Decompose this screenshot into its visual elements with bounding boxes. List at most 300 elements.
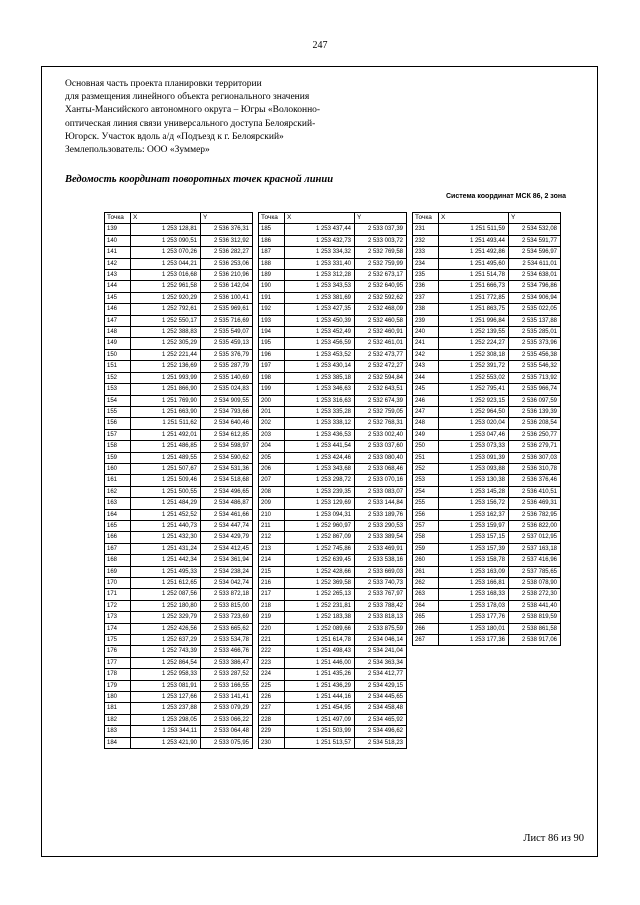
y-cell: 2 534 241,04 (355, 646, 407, 657)
table-row (105, 384, 253, 395)
y-cell: 2 533 669,03 (355, 566, 407, 577)
point-cell: 264 (413, 600, 439, 611)
table-row (259, 520, 407, 531)
table-row (413, 304, 561, 315)
y-cell: 2 535 546,32 (509, 361, 561, 372)
point-cell: 247 (413, 406, 439, 417)
point-cell: 223 (259, 657, 285, 668)
coordinates-table-2 (258, 212, 407, 749)
x-cell: 1 251 511,59 (439, 224, 509, 235)
x-cell: 1 253 298,72 (285, 475, 355, 486)
point-cell: 187 (259, 247, 285, 258)
point-cell: 224 (259, 669, 285, 680)
x-cell: 1 252 139,55 (439, 327, 509, 338)
x-cell: 1 251 497,09 (285, 714, 355, 725)
table-row (413, 384, 561, 395)
y-cell: 2 534 906,94 (509, 292, 561, 303)
point-cell: 199 (259, 384, 285, 395)
y-cell: 2 534 793,66 (201, 406, 253, 417)
y-cell: 2 537 785,65 (509, 566, 561, 577)
x-cell: 1 253 338,12 (285, 418, 355, 429)
point-cell: 201 (259, 406, 285, 417)
y-cell: 2 535 713,92 (509, 372, 561, 383)
x-cell: 1 253 424,46 (285, 452, 355, 463)
table-row (105, 258, 253, 269)
x-cell: 1 252 089,66 (285, 623, 355, 634)
y-cell: 2 534 461,66 (201, 509, 253, 520)
x-cell: 1 252 369,58 (285, 578, 355, 589)
x-cell: 1 251 440,73 (131, 520, 201, 531)
point-cell: 244 (413, 372, 439, 383)
y-cell: 2 533 064,48 (201, 726, 253, 737)
x-cell: 1 253 044,21 (131, 258, 201, 269)
table-row (259, 349, 407, 360)
y-cell: 2 532 674,39 (355, 395, 407, 406)
point-cell: 251 (413, 452, 439, 463)
y-cell: 2 536 822,00 (509, 520, 561, 531)
point-cell: 149 (105, 338, 131, 349)
point-cell: 207 (259, 475, 285, 486)
y-cell: 2 535 285,01 (509, 327, 561, 338)
x-cell: 1 252 792,61 (131, 304, 201, 315)
x-cell: 1 253 128,81 (131, 224, 201, 235)
point-cell: 159 (105, 452, 131, 463)
x-cell: 1 253 453,52 (285, 349, 355, 360)
header-line: Основная часть проекта планировки территории (65, 79, 262, 89)
table-row (413, 247, 561, 258)
table-row (105, 543, 253, 554)
x-cell: 1 252 426,56 (131, 623, 201, 634)
header-line: оптическая линия связи универсального доступа Белоярский- (65, 118, 316, 129)
point-cell: 220 (259, 623, 285, 634)
table-row (259, 406, 407, 417)
point-cell: 200 (259, 395, 285, 406)
x-cell: 1 253 127,66 (131, 692, 201, 703)
point-cell: 156 (105, 418, 131, 429)
x-cell: 1 251 503,99 (285, 726, 355, 737)
y-cell: 2 534 532,08 (509, 224, 561, 235)
y-cell: 2 535 966,74 (509, 384, 561, 395)
y-cell: 2 533 389,54 (355, 532, 407, 543)
y-cell: 2 536 253,06 (201, 258, 253, 269)
x-cell: 1 252 391,72 (439, 361, 509, 372)
point-cell: 254 (413, 486, 439, 497)
table-row (105, 532, 253, 543)
x-cell: 1 251 435,26 (285, 669, 355, 680)
point-cell: 143 (105, 270, 131, 281)
x-cell: 1 251 996,84 (439, 315, 509, 326)
table-row (413, 441, 561, 452)
y-cell: 2 534 638,01 (509, 270, 561, 281)
y-cell: 2 535 022,05 (509, 304, 561, 315)
y-cell: 2 536 210,96 (201, 270, 253, 281)
point-cell: 243 (413, 361, 439, 372)
point-cell: 162 (105, 486, 131, 497)
x-cell: 1 251 495,33 (131, 566, 201, 577)
point-cell: 211 (259, 520, 285, 531)
table-row (413, 395, 561, 406)
table-row (259, 224, 407, 235)
point-cell: 242 (413, 349, 439, 360)
y-cell: 2 533 166,55 (201, 680, 253, 691)
x-cell: 1 253 436,53 (285, 429, 355, 440)
table-row (105, 669, 253, 680)
point-cell: 191 (259, 292, 285, 303)
point-cell: 188 (259, 258, 285, 269)
table-row (259, 646, 407, 657)
x-cell: 1 253 073,33 (439, 441, 509, 452)
x-cell: 1 253 020,04 (439, 418, 509, 429)
point-cell: 238 (413, 304, 439, 315)
x-cell: 1 251 866,90 (131, 384, 201, 395)
y-cell: 2 534 590,62 (201, 452, 253, 463)
table-row (413, 258, 561, 269)
point-cell: 203 (259, 429, 285, 440)
header-line: Югорск. Участок вдоль а/д «Подъезд к г. Белоярский» (65, 131, 284, 142)
x-cell: 1 252 867,09 (285, 532, 355, 543)
x-cell: 1 251 772,85 (439, 292, 509, 303)
y-cell: 2 538 917,06 (509, 635, 561, 646)
y-cell: 2 534 465,92 (355, 714, 407, 725)
y-column-header: Y (201, 213, 253, 224)
table-row (105, 349, 253, 360)
x-cell: 1 251 492,01 (131, 429, 201, 440)
x-cell: 1 253 430,14 (285, 361, 355, 372)
point-cell: 140 (105, 235, 131, 246)
coordinates-table-1 (104, 212, 253, 749)
x-cell: 1 253 452,49 (285, 327, 355, 338)
y-cell: 2 536 307,03 (509, 452, 561, 463)
y-cell: 2 533 534,78 (201, 635, 253, 646)
table-row (259, 338, 407, 349)
document-title: Ведомость координат поворотных точек красной линии (65, 174, 334, 185)
x-cell: 1 252 231,81 (285, 600, 355, 611)
x-cell: 1 253 081,91 (131, 680, 201, 691)
y-cell: 2 532 460,58 (355, 315, 407, 326)
x-cell: 1 253 331,40 (285, 258, 355, 269)
point-cell: 213 (259, 543, 285, 554)
table-row (259, 429, 407, 440)
y-cell: 2 533 070,16 (355, 475, 407, 486)
table-row (413, 361, 561, 372)
x-cell: 1 251 663,90 (131, 406, 201, 417)
point-cell: 252 (413, 463, 439, 474)
table-row (413, 475, 561, 486)
x-cell: 1 253 298,05 (131, 714, 201, 725)
y-cell: 2 536 376,46 (509, 475, 561, 486)
y-cell: 2 533 287,52 (201, 669, 253, 680)
y-cell: 2 534 361,94 (201, 555, 253, 566)
point-cell: 186 (259, 235, 285, 246)
x-cell: 1 252 639,45 (285, 555, 355, 566)
y-cell: 2 533 469,91 (355, 543, 407, 554)
table-row (105, 589, 253, 600)
x-cell: 1 253 456,59 (285, 338, 355, 349)
point-cell: 259 (413, 543, 439, 554)
table-row (413, 463, 561, 474)
x-cell: 1 251 614,78 (285, 635, 355, 646)
y-cell: 2 532 640,95 (355, 281, 407, 292)
point-cell: 172 (105, 600, 131, 611)
y-cell: 2 538 819,59 (509, 612, 561, 623)
y-cell: 2 532 592,62 (355, 292, 407, 303)
x-cell: 1 253 145,28 (439, 486, 509, 497)
y-cell: 2 536 469,31 (509, 498, 561, 509)
x-cell: 1 251 492,86 (439, 247, 509, 258)
point-cell: 245 (413, 384, 439, 395)
x-cell: 1 253 450,39 (285, 315, 355, 326)
x-cell: 1 253 312,28 (285, 270, 355, 281)
table-row (413, 543, 561, 554)
table-row (259, 258, 407, 269)
y-cell: 2 533 083,07 (355, 486, 407, 497)
x-cell: 1 253 157,15 (439, 532, 509, 543)
y-cell: 2 534 496,65 (201, 486, 253, 497)
table-row (259, 270, 407, 281)
point-column-header: Точка (413, 213, 439, 224)
x-cell: 1 253 091,39 (439, 452, 509, 463)
x-cell: 1 252 087,56 (131, 589, 201, 600)
y-cell: 2 536 410,51 (509, 486, 561, 497)
point-cell: 178 (105, 669, 131, 680)
point-cell: 185 (259, 224, 285, 235)
point-cell: 214 (259, 555, 285, 566)
y-cell: 2 532 643,51 (355, 384, 407, 395)
y-cell: 2 534 046,14 (355, 635, 407, 646)
table-row (413, 509, 561, 520)
x-cell: 1 253 157,39 (439, 543, 509, 554)
x-cell: 1 253 432,73 (285, 235, 355, 246)
x-cell: 1 252 221,44 (131, 349, 201, 360)
point-cell: 152 (105, 372, 131, 383)
point-cell: 146 (105, 304, 131, 315)
table-row (259, 361, 407, 372)
table-row (259, 315, 407, 326)
table-row (105, 418, 253, 429)
y-cell: 2 533 723,69 (201, 612, 253, 623)
y-cell: 2 534 640,46 (201, 418, 253, 429)
table-row (259, 589, 407, 600)
y-cell: 2 534 591,77 (509, 235, 561, 246)
point-cell: 262 (413, 578, 439, 589)
x-cell: 1 253 177,76 (439, 612, 509, 623)
point-cell: 248 (413, 418, 439, 429)
table-row (105, 566, 253, 577)
y-cell: 2 532 461,01 (355, 338, 407, 349)
y-cell: 2 533 080,40 (355, 452, 407, 463)
point-cell: 212 (259, 532, 285, 543)
point-cell: 227 (259, 703, 285, 714)
point-cell: 168 (105, 555, 131, 566)
table-header-row (259, 213, 407, 224)
y-cell: 2 538 861,58 (509, 623, 561, 634)
y-cell: 2 534 445,65 (355, 692, 407, 703)
point-cell: 234 (413, 258, 439, 269)
point-cell: 160 (105, 463, 131, 474)
point-cell: 158 (105, 441, 131, 452)
table-row (105, 520, 253, 531)
table-row (413, 635, 561, 646)
y-cell: 2 535 373,96 (509, 338, 561, 349)
coordinates-table-3 (412, 212, 561, 646)
point-cell: 197 (259, 361, 285, 372)
point-cell: 166 (105, 532, 131, 543)
x-cell: 1 253 441,54 (285, 441, 355, 452)
table-row (259, 384, 407, 395)
y-cell: 2 533 037,39 (355, 224, 407, 235)
point-cell: 148 (105, 327, 131, 338)
point-cell: 233 (413, 247, 439, 258)
table-row (259, 692, 407, 703)
y-cell: 2 535 969,61 (201, 304, 253, 315)
point-cell: 206 (259, 463, 285, 474)
header-line: Землепользователь: ООО «Зуммер» (65, 145, 210, 156)
x-cell: 1 251 446,00 (285, 657, 355, 668)
y-cell: 2 533 740,73 (355, 578, 407, 589)
y-cell: 2 535 456,38 (509, 349, 561, 360)
table-row (105, 281, 253, 292)
y-cell: 2 536 208,54 (509, 418, 561, 429)
point-cell: 249 (413, 429, 439, 440)
y-cell: 2 533 290,53 (355, 520, 407, 531)
table-row (105, 429, 253, 440)
x-cell: 1 251 452,52 (131, 509, 201, 520)
y-cell: 2 532 460,91 (355, 327, 407, 338)
y-cell: 2 533 002,40 (355, 429, 407, 440)
point-cell: 267 (413, 635, 439, 646)
x-cell: 1 251 432,30 (131, 532, 201, 543)
y-cell: 2 536 100,41 (201, 292, 253, 303)
point-cell: 196 (259, 349, 285, 360)
table-row (259, 395, 407, 406)
point-cell: 241 (413, 338, 439, 349)
table-row (259, 612, 407, 623)
x-cell: 1 253 177,36 (439, 635, 509, 646)
document-header (65, 78, 385, 157)
x-cell: 1 253 385,18 (285, 372, 355, 383)
y-cell: 2 535 376,79 (201, 349, 253, 360)
table-row (259, 543, 407, 554)
y-cell: 2 535 459,13 (201, 338, 253, 349)
x-cell: 1 253 334,32 (285, 247, 355, 258)
table-row (105, 247, 253, 258)
x-cell: 1 253 070,26 (131, 247, 201, 258)
table-row (259, 635, 407, 646)
x-cell: 1 253 168,33 (439, 589, 509, 600)
point-cell: 209 (259, 498, 285, 509)
table-row (259, 235, 407, 246)
y-cell: 2 533 466,76 (201, 646, 253, 657)
y-cell: 2 534 042,74 (201, 578, 253, 589)
table-row (259, 463, 407, 474)
y-cell: 2 538 272,30 (509, 589, 561, 600)
y-cell: 2 532 768,31 (355, 418, 407, 429)
x-cell: 1 253 047,46 (439, 429, 509, 440)
table-row (105, 292, 253, 303)
point-cell: 258 (413, 532, 439, 543)
table-row (259, 657, 407, 668)
y-cell: 2 535 716,69 (201, 315, 253, 326)
x-cell: 1 253 427,35 (285, 304, 355, 315)
table-row (105, 395, 253, 406)
point-cell: 181 (105, 703, 131, 714)
y-cell: 2 534 531,36 (201, 463, 253, 474)
table-row (105, 304, 253, 315)
y-cell: 2 536 376,31 (201, 224, 253, 235)
table-row (259, 600, 407, 611)
table-row (105, 646, 253, 657)
point-cell: 147 (105, 315, 131, 326)
table-row (259, 566, 407, 577)
y-column-header: Y (509, 213, 561, 224)
table-row (105, 509, 253, 520)
table-row (105, 635, 253, 646)
point-cell: 179 (105, 680, 131, 691)
y-cell: 2 536 139,39 (509, 406, 561, 417)
y-cell: 2 533 079,29 (201, 703, 253, 714)
x-cell: 1 252 960,97 (285, 520, 355, 531)
table-row (413, 429, 561, 440)
point-cell: 255 (413, 498, 439, 509)
point-cell: 189 (259, 270, 285, 281)
y-cell: 2 533 068,46 (355, 463, 407, 474)
x-cell: 1 251 498,43 (285, 646, 355, 657)
y-cell: 2 538 078,90 (509, 578, 561, 589)
y-cell: 2 534 429,15 (355, 680, 407, 691)
table-row (413, 555, 561, 566)
sheet-number: Лист 86 из 90 (523, 833, 584, 844)
x-cell: 1 253 344,11 (131, 726, 201, 737)
point-cell: 155 (105, 406, 131, 417)
point-cell: 165 (105, 520, 131, 531)
table-row (105, 623, 253, 634)
x-cell: 1 252 180,80 (131, 600, 201, 611)
table-row (105, 235, 253, 246)
x-cell: 1 253 335,28 (285, 406, 355, 417)
y-cell: 2 534 429,79 (201, 532, 253, 543)
x-cell: 1 253 346,63 (285, 384, 355, 395)
table-row (259, 372, 407, 383)
point-cell: 145 (105, 292, 131, 303)
x-cell: 1 252 958,33 (131, 669, 201, 680)
point-cell: 184 (105, 737, 131, 748)
y-cell: 2 537 012,95 (509, 532, 561, 543)
y-cell: 2 536 142,04 (201, 281, 253, 292)
x-cell: 1 253 129,69 (285, 498, 355, 509)
y-cell: 2 533 665,62 (201, 623, 253, 634)
x-cell: 1 253 094,31 (285, 509, 355, 520)
y-cell: 2 533 538,16 (355, 555, 407, 566)
x-cell: 1 251 993,99 (131, 372, 201, 383)
x-cell: 1 252 308,18 (439, 349, 509, 360)
x-cell: 1 251 431,24 (131, 543, 201, 554)
y-cell: 2 534 596,97 (509, 247, 561, 258)
table-row (413, 235, 561, 246)
table-row (413, 281, 561, 292)
table-row (413, 349, 561, 360)
y-cell: 2 533 788,42 (355, 600, 407, 611)
coordinate-system-label: Система координат МСК 86, 2 зона (445, 193, 566, 200)
y-cell: 2 534 412,77 (355, 669, 407, 680)
point-cell: 150 (105, 349, 131, 360)
y-cell: 2 533 141,41 (201, 692, 253, 703)
header-line: Ханты-Мансийского автономного округа – Югры «Волоконно- (65, 105, 321, 116)
table-row (105, 726, 253, 737)
point-cell: 151 (105, 361, 131, 372)
table-row (413, 600, 561, 611)
table-row (413, 612, 561, 623)
x-cell: 1 252 795,41 (439, 384, 509, 395)
